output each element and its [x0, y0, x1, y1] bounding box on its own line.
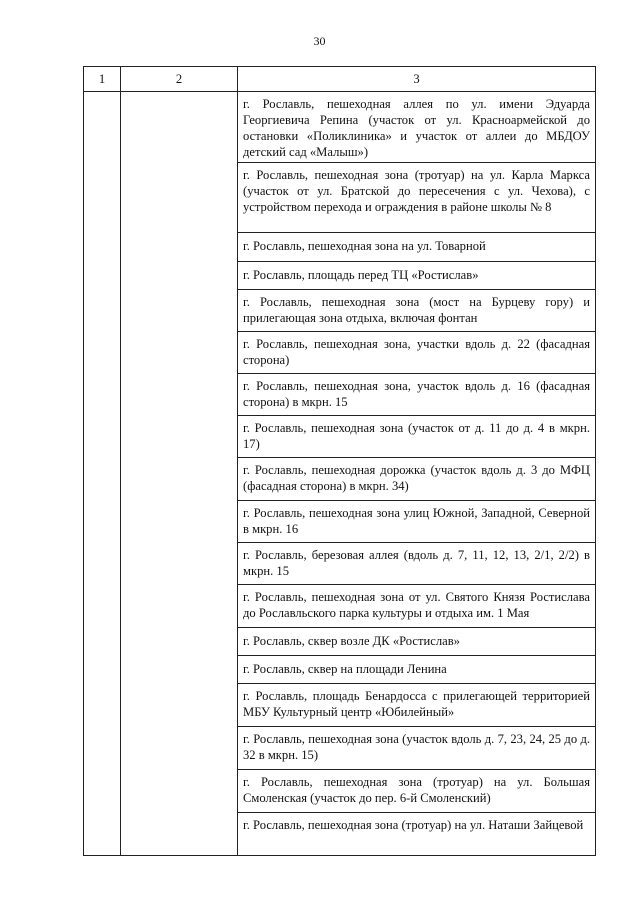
object-description: г. Рославль, пешеходная зона (участок вдоль д. 7, 23, 24, 25 до д. 32 в мкрн. 15) [243, 732, 590, 762]
object-cell [238, 163, 596, 233]
object-description: г. Рославль, пешеходная зона (мост на Бурцеву гору) и прилегающая зона отдыха, включая фонтан [243, 295, 590, 325]
header-col-1: 1 [84, 67, 121, 92]
object-description: г. Рославль, пешеходная зона на ул. Товарной [243, 239, 486, 253]
object-description: г. Рославль, площадь Бенардосса с прилегающей территорией МБУ Культурный центр «Юбилейный» [243, 689, 590, 719]
objects-table [83, 66, 596, 856]
object-description: г. Рославль, пешеходная зона, участок вдоль д. 16 (фасадная сторона) в мкрн. 15 [243, 379, 590, 409]
object-cell [238, 290, 596, 332]
object-description: г. Рославль, пешеходная зона (тротуар) на ул. Наташи Зайцевой [243, 818, 584, 832]
object-description: г. Рославль, площадь перед ТЦ «Ростислав» [243, 268, 479, 282]
object-cell [238, 543, 596, 585]
object-description: г. Рославль, пешеходная зона (тротуар) на ул. Карла Маркса (участок от ул. Братской до пересечения с ул. Чехова), с устройством перехода и ограждения в районе школы № 8 [243, 168, 590, 214]
page-number: 30 [313, 34, 326, 48]
object-description: г. Рославль, пешеходная дорожка (участок вдоль д. 3 до МФЦ (фасадная сторона) в мкрн. 34) [243, 463, 590, 493]
object-description: г. Рославль, пешеходная зона (участок от д. 11 до д. 4 в мкрн. 17) [243, 421, 590, 451]
object-description: г. Рославль, сквер на площади Ленина [243, 662, 447, 676]
empty-cell-col2 [121, 92, 238, 856]
object-description: г. Рославль, пешеходная зона (тротуар) на ул. Большая Смоленская (участок до пер. 6-й Смоленский) [243, 775, 590, 805]
object-description: г. Рославль, пешеходная зона, участки вдоль д. 22 (фасадная сторона) [243, 337, 590, 367]
table-row [84, 92, 596, 163]
object-cell [238, 656, 596, 684]
object-cell [238, 501, 596, 543]
object-cell [238, 770, 596, 813]
table-header-row [84, 67, 596, 92]
object-cell [238, 262, 596, 290]
object-description: г. Рославль, сквер возле ДК «Ростислав» [243, 634, 460, 648]
object-cell [238, 92, 596, 163]
object-description: г. Рославль, пешеходная зона улиц Южной, Западной, Северной в мкрн. 16 [243, 506, 590, 536]
object-cell [238, 585, 596, 628]
object-description: г. Рославль, березовая аллея (вдоль д. 7, 11, 12, 13, 2/1, 2/2) в мкрн. 15 [243, 548, 590, 578]
object-description: г. Рославль, пешеходная аллея по ул. имени Эдуарда Георгиевича Репина (участок от ул. Красноармейской до остановки «Поликлиника» и участок от аллеи до МБДОУ детский сад «Малыш») [243, 97, 590, 159]
object-cell [238, 374, 596, 416]
header-col-2: 2 [121, 67, 238, 92]
object-cell [238, 628, 596, 656]
header-col-3: 3 [238, 67, 596, 92]
object-cell [238, 727, 596, 770]
object-cell [238, 332, 596, 374]
object-cell [238, 458, 596, 501]
empty-cell-col1 [84, 92, 121, 856]
object-description: г. Рославль, пешеходная зона от ул. Святого Князя Ростислава до Рославльского парка культуры и отдыха им. 1 Мая [243, 590, 590, 620]
object-cell [238, 813, 596, 856]
object-cell [238, 233, 596, 262]
object-cell [238, 416, 596, 458]
object-cell [238, 684, 596, 727]
